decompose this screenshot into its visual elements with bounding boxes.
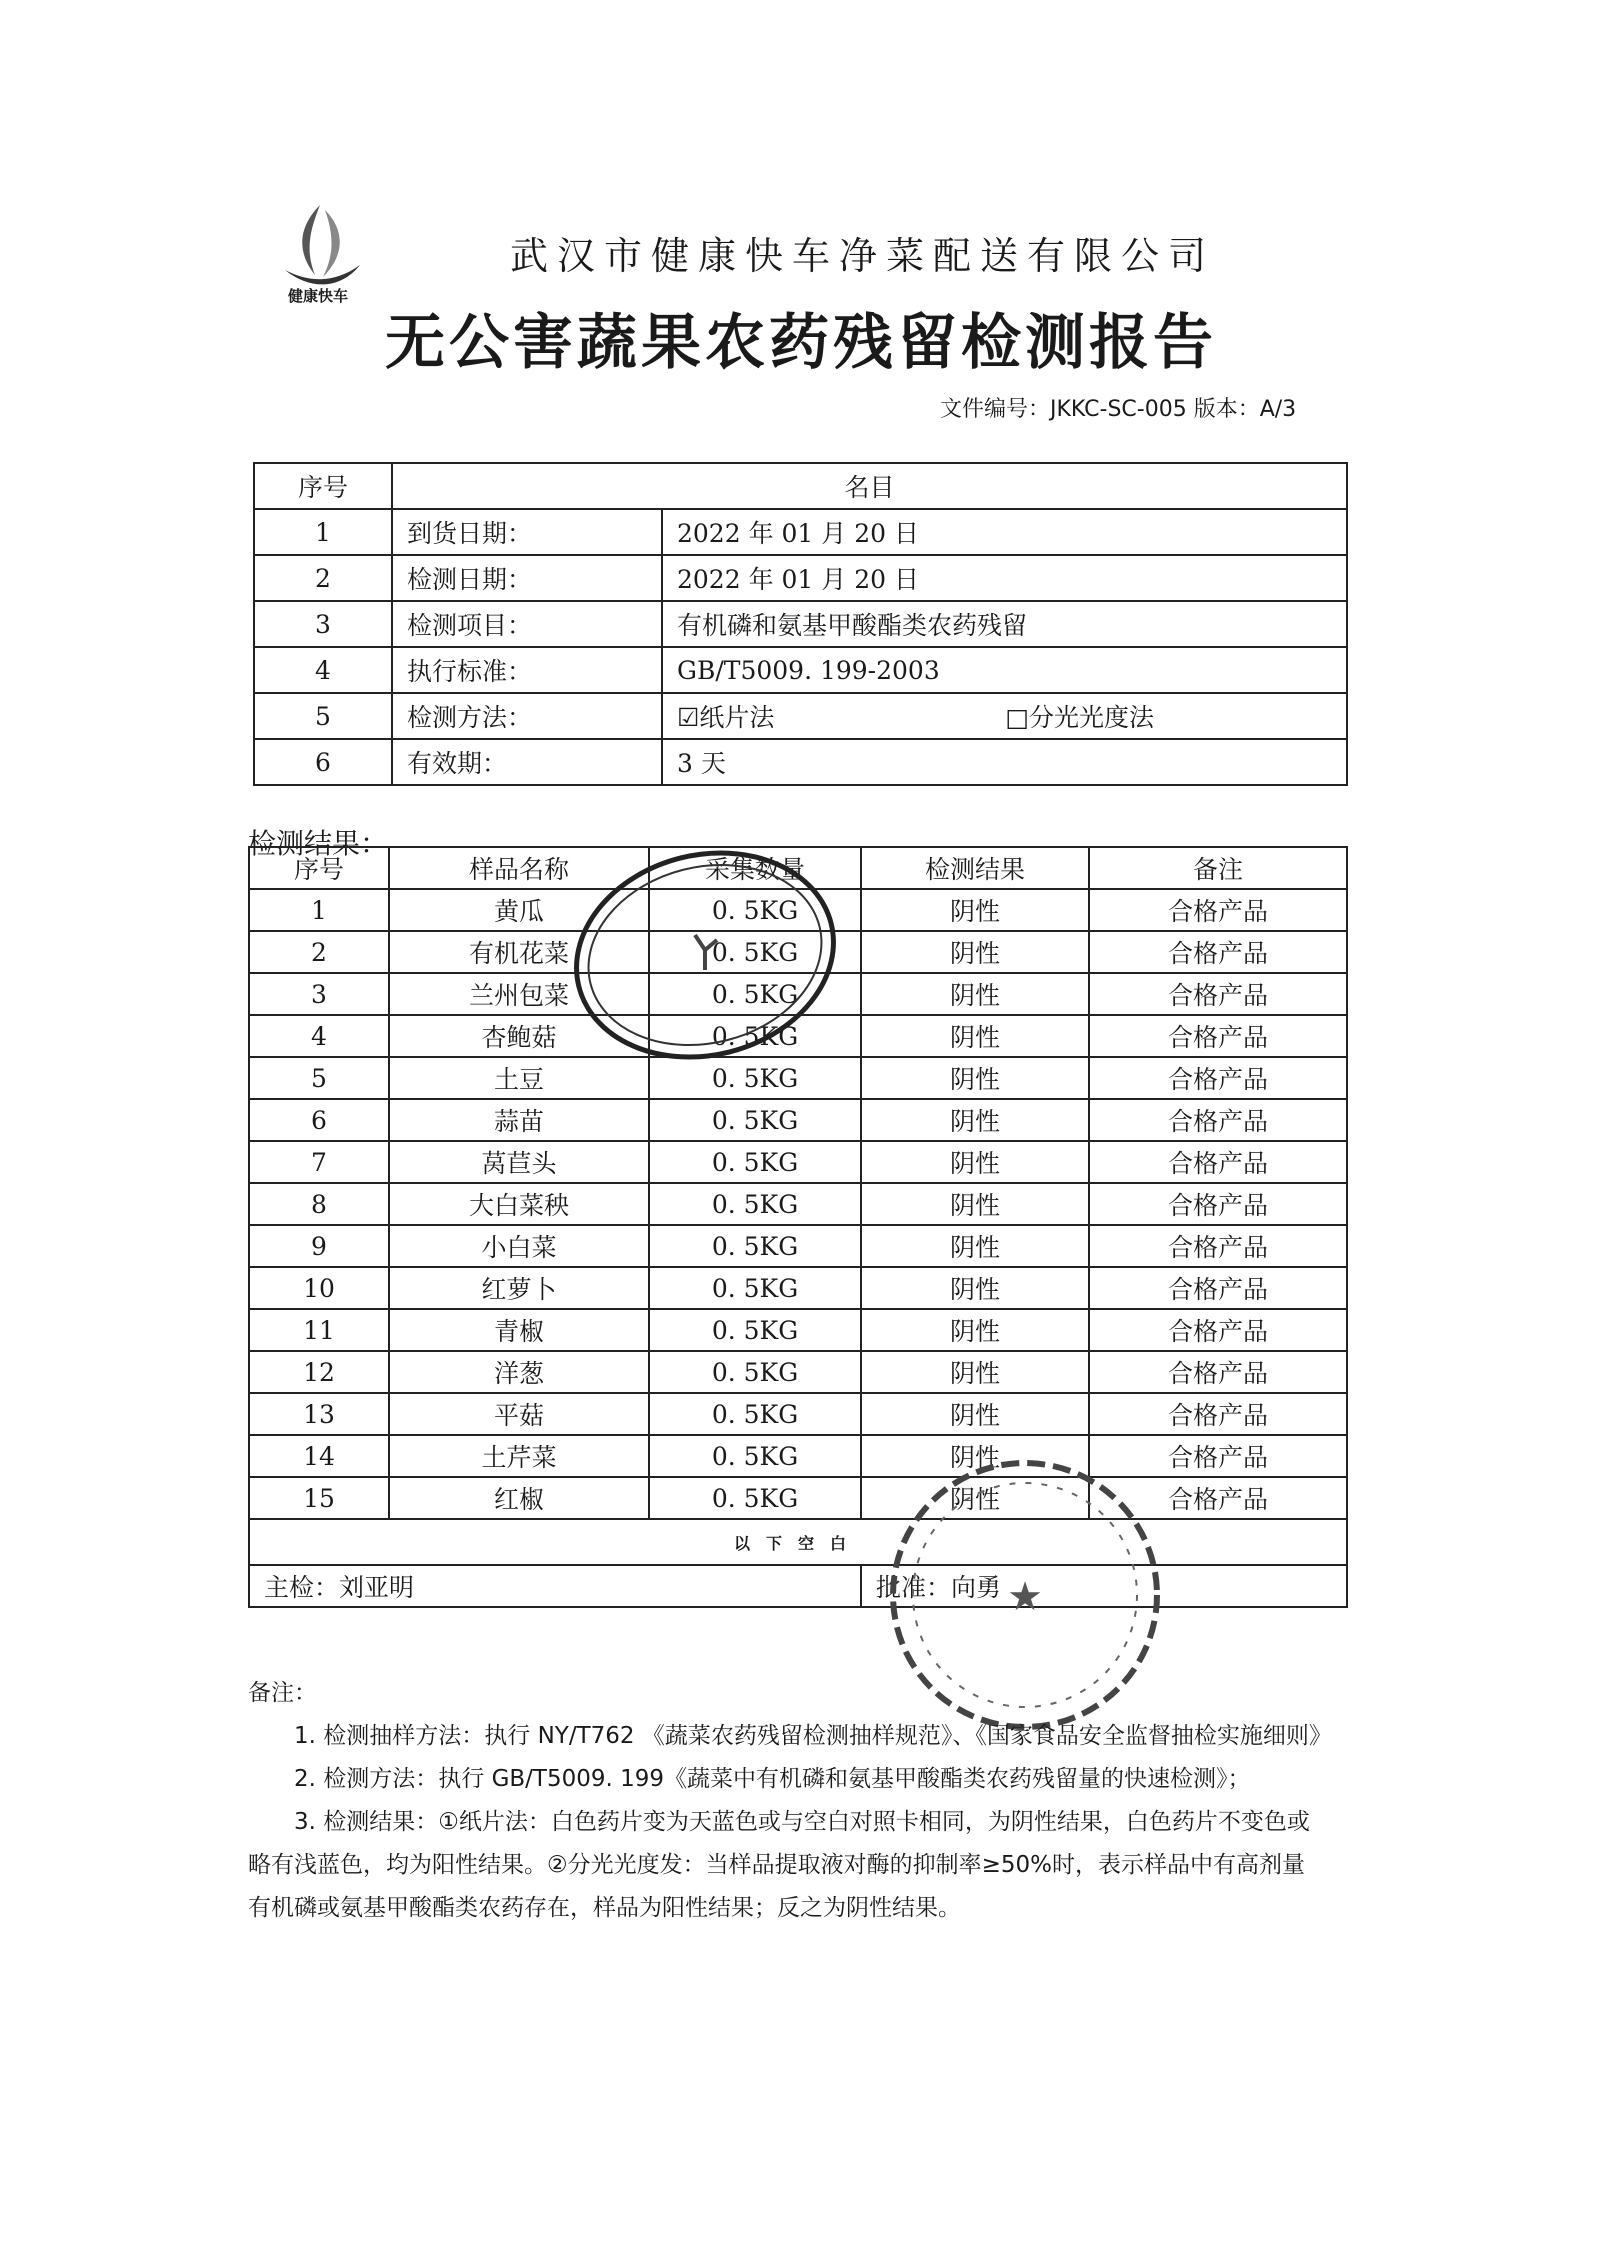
note-item: 1. 检测抽样方法：执行 NY/T762 《蔬菜农药残留检测抽样规范》、《国家食品安全监督抽检实施细则》 xyxy=(294,1723,1332,1749)
result-no: 2 xyxy=(249,931,389,973)
result-remark: 合格产品 xyxy=(1089,1225,1347,1267)
result-result: 阴性 xyxy=(861,1183,1089,1225)
info-value: GB/T5009. 199-2003 xyxy=(662,647,1347,693)
result-result: 阴性 xyxy=(861,1225,1089,1267)
info-row xyxy=(254,647,1347,693)
info-label: 检测项目： xyxy=(392,601,662,647)
result-qty: 0. 5KG xyxy=(649,1393,861,1435)
result-no: 8 xyxy=(249,1183,389,1225)
info-value: 有机磷和氨基甲酸酯类农药残留 xyxy=(662,601,1347,647)
notes-section xyxy=(248,1672,1378,1930)
result-result: 阴性 xyxy=(861,1057,1089,1099)
result-qty: 0. 5KG xyxy=(649,1351,861,1393)
result-no: 7 xyxy=(249,1141,389,1183)
result-name: 小白菜 xyxy=(389,1225,649,1267)
info-row xyxy=(254,693,1347,739)
info-no: 5 xyxy=(254,693,392,739)
results-header: 备注 xyxy=(1089,847,1347,889)
result-name: 平菇 xyxy=(389,1393,649,1435)
result-no: 13 xyxy=(249,1393,389,1435)
document-number: 文件编号：JKKC-SC-005 版本：A/3 xyxy=(940,397,1297,422)
info-row xyxy=(254,555,1347,601)
result-no: 4 xyxy=(249,1015,389,1057)
result-row xyxy=(249,889,1347,931)
result-remark: 合格产品 xyxy=(1089,1477,1347,1519)
result-qty: 0. 5KG xyxy=(649,973,861,1015)
result-remark: 合格产品 xyxy=(1089,1435,1347,1477)
result-remark: 合格产品 xyxy=(1089,889,1347,931)
info-value xyxy=(662,693,1347,739)
results-header-row xyxy=(249,847,1347,889)
note-item: 略有浅蓝色，均为阳性结果。②分光光度发：当样品提取液对酶的抑制率≥50%时，表示样品中有高剂量 xyxy=(248,1852,1306,1878)
info-header-row xyxy=(254,463,1347,509)
info-row xyxy=(254,739,1347,785)
result-remark: 合格产品 xyxy=(1089,1057,1347,1099)
result-remark: 合格产品 xyxy=(1089,973,1347,1015)
result-row xyxy=(249,1267,1347,1309)
result-result: 阴性 xyxy=(861,1267,1089,1309)
result-row xyxy=(249,1099,1347,1141)
result-qty: 0. 5KG xyxy=(649,1267,861,1309)
results-header: 序号 xyxy=(249,847,389,889)
result-result: 阴性 xyxy=(861,1015,1089,1057)
company-name: 武汉市健康快车净菜配送有限公司 xyxy=(510,234,1216,278)
info-header-no: 序号 xyxy=(254,463,392,509)
result-name: 蒜苗 xyxy=(389,1099,649,1141)
result-qty: 0. 5KG xyxy=(649,1435,861,1477)
inspector: 主检：刘亚明 xyxy=(249,1565,861,1607)
blank-note: 以下空白 xyxy=(249,1519,1347,1565)
result-name: 黄瓜 xyxy=(389,889,649,931)
result-name: 土芹菜 xyxy=(389,1435,649,1477)
info-value: 3 天 xyxy=(662,739,1347,785)
info-value: 2022 年 01 月 20 日 xyxy=(662,555,1347,601)
report-title: 无公害蔬果农药残留检测报告 xyxy=(385,308,1217,378)
result-qty: 0. 5KG xyxy=(649,1309,861,1351)
result-remark: 合格产品 xyxy=(1089,1267,1347,1309)
result-name: 洋葱 xyxy=(389,1351,649,1393)
result-result: 阴性 xyxy=(861,1351,1089,1393)
result-row xyxy=(249,1351,1347,1393)
info-table xyxy=(253,462,1348,786)
info-no: 2 xyxy=(254,555,392,601)
info-label: 检测日期： xyxy=(392,555,662,601)
signature-row xyxy=(249,1565,1347,1607)
svg-text:★: ★ xyxy=(1007,1574,1043,1620)
info-row xyxy=(254,509,1347,555)
info-label: 到货日期： xyxy=(392,509,662,555)
result-qty: 0. 5KG xyxy=(649,1057,861,1099)
result-remark: 合格产品 xyxy=(1089,1351,1347,1393)
result-remark: 合格产品 xyxy=(1089,1393,1347,1435)
info-label: 检测方法： xyxy=(392,693,662,739)
result-result: 阴性 xyxy=(861,973,1089,1015)
method-spectro-checkbox: □分光光度法 xyxy=(1005,703,1154,732)
results-header: 检测结果 xyxy=(861,847,1089,889)
info-no: 6 xyxy=(254,739,392,785)
result-no: 5 xyxy=(249,1057,389,1099)
info-header-item: 名目 xyxy=(392,463,1347,509)
method-paper-checkbox: ☑纸片法 xyxy=(677,703,775,732)
result-qty: 0. 5KG xyxy=(649,931,861,973)
info-no: 1 xyxy=(254,509,392,555)
result-result: 阴性 xyxy=(861,931,1089,973)
result-remark: 合格产品 xyxy=(1089,1141,1347,1183)
note-item: 3. 检测结果：①纸片法：白色药片变为天蓝色或与空白对照卡相同，为阴性结果，白色药片不变色或 xyxy=(294,1809,1310,1835)
result-no: 14 xyxy=(249,1435,389,1477)
result-qty: 0. 5KG xyxy=(649,1477,861,1519)
info-label: 有效期： xyxy=(392,739,662,785)
result-row xyxy=(249,931,1347,973)
result-result: 阴性 xyxy=(861,1477,1089,1519)
result-row xyxy=(249,1015,1347,1057)
result-name: 红萝卜 xyxy=(389,1267,649,1309)
result-no: 10 xyxy=(249,1267,389,1309)
note-item: 2. 检测方法：执行 GB/T5009. 199《蔬菜中有机磷和氨基甲酸酯类农药残留量的快速检测》； xyxy=(294,1766,1251,1792)
result-no: 12 xyxy=(249,1351,389,1393)
result-result: 阴性 xyxy=(861,889,1089,931)
result-remark: 合格产品 xyxy=(1089,931,1347,973)
result-row xyxy=(249,1057,1347,1099)
results-label: 检测结果： xyxy=(248,827,389,860)
info-label: 执行标准： xyxy=(392,647,662,693)
result-qty: 0. 5KG xyxy=(649,1225,861,1267)
result-row xyxy=(249,1477,1347,1519)
result-row xyxy=(249,1309,1347,1351)
result-remark: 合格产品 xyxy=(1089,1309,1347,1351)
result-no: 9 xyxy=(249,1225,389,1267)
results-header: 样品名称 xyxy=(389,847,649,889)
result-no: 3 xyxy=(249,973,389,1015)
result-result: 阴性 xyxy=(861,1099,1089,1141)
info-no: 4 xyxy=(254,647,392,693)
result-row xyxy=(249,1435,1347,1477)
notes-heading: 备注： xyxy=(248,1680,317,1706)
result-name: 红椒 xyxy=(389,1477,649,1519)
approver: 批准：向勇 xyxy=(861,1565,1347,1607)
result-no: 15 xyxy=(249,1477,389,1519)
result-row xyxy=(249,1225,1347,1267)
result-name: 杏鲍菇 xyxy=(389,1015,649,1057)
results-header: 采集数量 xyxy=(649,847,861,889)
result-result: 阴性 xyxy=(861,1393,1089,1435)
result-qty: 0. 5KG xyxy=(649,1183,861,1225)
result-name: 有机花菜 xyxy=(389,931,649,973)
info-row xyxy=(254,601,1347,647)
blank-row xyxy=(249,1519,1347,1565)
result-name: 土豆 xyxy=(389,1057,649,1099)
result-name: 兰州包菜 xyxy=(389,973,649,1015)
result-qty: 0. 5KG xyxy=(649,1015,861,1057)
result-row xyxy=(249,1141,1347,1183)
result-qty: 0. 5KG xyxy=(649,889,861,931)
result-row xyxy=(249,1393,1347,1435)
result-qty: 0. 5KG xyxy=(649,1141,861,1183)
results-table xyxy=(248,846,1348,1608)
result-row xyxy=(249,973,1347,1015)
result-remark: 合格产品 xyxy=(1089,1099,1347,1141)
result-result: 阴性 xyxy=(861,1309,1089,1351)
result-no: 1 xyxy=(249,889,389,931)
result-qty: 0. 5KG xyxy=(649,1099,861,1141)
result-no: 11 xyxy=(249,1309,389,1351)
result-remark: 合格产品 xyxy=(1089,1015,1347,1057)
info-value: 2022 年 01 月 20 日 xyxy=(662,509,1347,555)
result-name: 大白菜秧 xyxy=(389,1183,649,1225)
info-no: 3 xyxy=(254,601,392,647)
note-item: 有机磷或氨基甲酸酯类农药存在，样品为阳性结果；反之为阴性结果。 xyxy=(248,1895,961,1921)
result-name: 青椒 xyxy=(389,1309,649,1351)
result-no: 6 xyxy=(249,1099,389,1141)
result-result: 阴性 xyxy=(861,1141,1089,1183)
result-result: 阴性 xyxy=(861,1435,1089,1477)
results-body xyxy=(249,889,1347,1519)
result-row xyxy=(249,1183,1347,1225)
result-remark: 合格产品 xyxy=(1089,1183,1347,1225)
result-name: 莴苣头 xyxy=(389,1141,649,1183)
logo-text: 健康快车 xyxy=(287,287,348,305)
